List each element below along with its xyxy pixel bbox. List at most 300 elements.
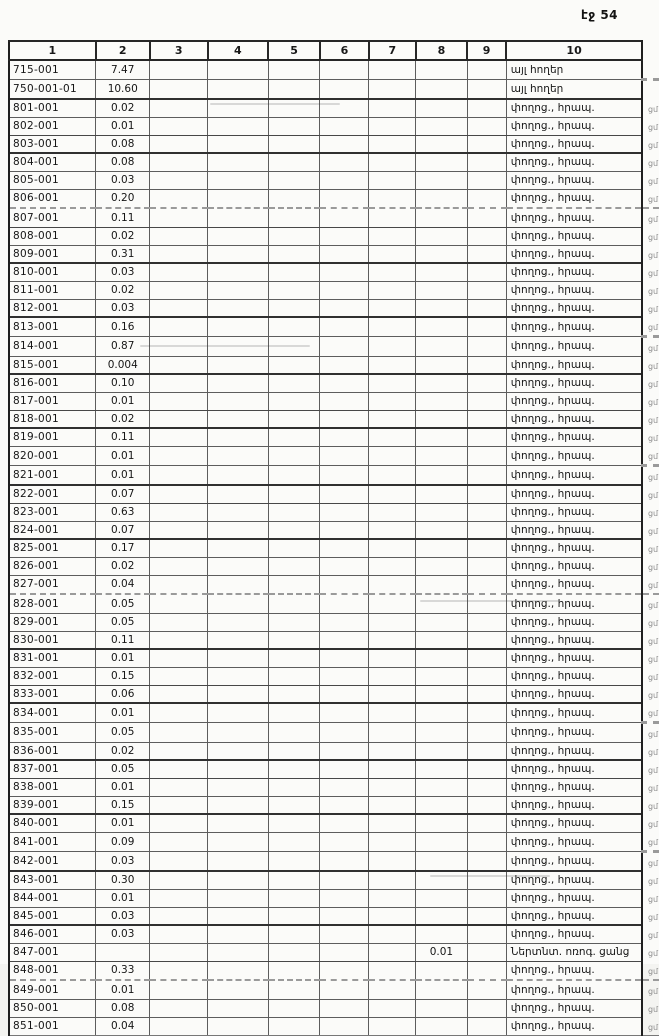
- table-cell-col7: [369, 189, 416, 208]
- table-cell-col6: [320, 685, 369, 703]
- table-cell-col10: փողոց., հրապ.: [506, 189, 642, 208]
- margin-mark: ցմ: [647, 158, 659, 168]
- table-cell-col6: [320, 171, 369, 189]
- table-cell-col8: [416, 557, 467, 575]
- table-cell-col6: [320, 356, 369, 374]
- table-cell-col5: [268, 189, 320, 208]
- table-cell-col3: [150, 667, 208, 685]
- table-cell-col3: [150, 485, 208, 503]
- table-cell-col10: փողոց., հրապ.: [506, 723, 642, 743]
- table-cell-col9: [467, 649, 506, 667]
- table-cell-col8: [416, 814, 467, 832]
- table-cell-col10: փողոց., հրապ.: [506, 485, 642, 503]
- table-cell-col3: [150, 80, 208, 100]
- table-cell-col2: 0.01: [96, 980, 150, 999]
- table-cell-col8: [416, 539, 467, 557]
- table-cell-col3: [150, 832, 208, 852]
- table-cell-col1: 801-001: [9, 99, 96, 117]
- table-cell-col3: [150, 153, 208, 171]
- table-cell-col8: [416, 796, 467, 814]
- margin-mark: ցմ: [642, 1017, 659, 1036]
- table-cell-col7: [369, 889, 416, 907]
- table-cell-col8: 0.01: [416, 943, 467, 961]
- table-cell-col10: փողոց., հրապ.: [506, 907, 642, 925]
- table-cell-col8: [416, 925, 467, 943]
- table-cell-col5: [268, 521, 320, 539]
- table-cell-col7: [369, 631, 416, 649]
- table-cell-col10: փողոց., հրապ.: [506, 557, 642, 575]
- table-cell-col8: [416, 356, 467, 374]
- table-cell-col5: [268, 153, 320, 171]
- table-cell-col2: 0.31: [96, 245, 150, 263]
- table-cell-col4: [208, 208, 269, 227]
- table-cell-col3: [150, 613, 208, 631]
- table-cell-col7: [369, 796, 416, 814]
- table-cell-col4: [208, 649, 269, 667]
- table-cell-col3: [150, 539, 208, 557]
- table-row: [9, 80, 659, 100]
- table-cell-col6: [320, 135, 369, 153]
- table-row: [9, 1017, 659, 1036]
- table-cell-col9: [467, 925, 506, 943]
- table-cell-col10: փողոց., հրապ.: [506, 299, 642, 317]
- table-cell-col3: [150, 685, 208, 703]
- table-cell-col10: փողոց., հրապ.: [506, 99, 642, 117]
- margin-mark: ցմ: [647, 819, 659, 829]
- table-cell-col6: [320, 594, 369, 613]
- table-cell-col1: 830-001: [9, 631, 96, 649]
- table-cell-col3: [150, 557, 208, 575]
- table-cell-col7: [369, 446, 416, 466]
- table-cell-col4: [208, 80, 269, 100]
- table-row: [9, 263, 659, 281]
- table-cell-col5: [268, 356, 320, 374]
- column-header-4: 4: [208, 41, 269, 60]
- margin-mark: ցմ: [647, 948, 659, 958]
- table-cell-col7: [369, 153, 416, 171]
- margin-mark: ցմ: [647, 104, 659, 114]
- table-cell-col10: փողոց., հրապ.: [506, 685, 642, 703]
- table-cell-col8: [416, 392, 467, 410]
- table-cell-col3: [150, 631, 208, 649]
- table-cell-col3: [150, 245, 208, 263]
- table-cell-col1: 807-001: [9, 208, 96, 227]
- table-cell-col3: [150, 299, 208, 317]
- table-cell-col6: [320, 299, 369, 317]
- column-header-6: 6: [320, 41, 369, 60]
- table-cell-col5: [268, 667, 320, 685]
- table-row: [9, 796, 659, 814]
- table-cell-col5: [268, 961, 320, 980]
- margin-mark: ցմ: [647, 580, 659, 590]
- table-cell-col2: 0.20: [96, 189, 150, 208]
- table-cell-col3: [150, 281, 208, 299]
- table-cell-col7: [369, 521, 416, 539]
- table-cell-col6: [320, 832, 369, 852]
- table-cell-col6: [320, 245, 369, 263]
- table-row: [9, 374, 659, 392]
- table-cell-col4: [208, 852, 269, 872]
- table-cell-col9: [467, 723, 506, 743]
- table-cell-col4: [208, 925, 269, 943]
- table-cell-col9: [467, 135, 506, 153]
- table-cell-col6: [320, 466, 369, 486]
- table-cell-col7: [369, 117, 416, 135]
- table-cell-col7: [369, 575, 416, 594]
- table-cell-col4: [208, 871, 269, 889]
- table-row: [9, 943, 659, 961]
- table-cell-col10: փողոց., հրապ.: [506, 1017, 642, 1036]
- table-cell-col1: 829-001: [9, 613, 96, 631]
- table-cell-col3: [150, 263, 208, 281]
- margin-mark: ցմ: [647, 966, 659, 976]
- table-cell-col1: 835-001: [9, 723, 96, 743]
- table-cell-col8: [416, 428, 467, 446]
- table-cell-col3: [150, 410, 208, 428]
- table-cell-col9: [467, 245, 506, 263]
- table-cell-col4: [208, 227, 269, 245]
- table-cell-col8: [416, 117, 467, 135]
- table-cell-col9: [467, 889, 506, 907]
- table-cell-col9: [467, 778, 506, 796]
- table-cell-col2: 0.11: [96, 631, 150, 649]
- table-cell-col1: 816-001: [9, 374, 96, 392]
- margin-mark: [642, 60, 659, 80]
- table-cell-col8: [416, 961, 467, 980]
- page-number-label: էջ 54: [581, 8, 619, 22]
- table-cell-col1: 715-001: [9, 60, 96, 80]
- table-cell-col9: [467, 814, 506, 832]
- table-cell-col6: [320, 99, 369, 117]
- table-cell-col1: 836-001: [9, 742, 96, 760]
- table-cell-col3: [150, 466, 208, 486]
- table-cell-col7: [369, 649, 416, 667]
- table-cell-col2: 0.87: [96, 337, 150, 357]
- table-cell-col1: 808-001: [9, 227, 96, 245]
- table-cell-col7: [369, 760, 416, 778]
- table-cell-col7: [369, 852, 416, 872]
- table-cell-col10: փողոց., հրապ.: [506, 631, 642, 649]
- table-cell-col10: փողոց., հրապ.: [506, 317, 642, 337]
- table-cell-col7: [369, 961, 416, 980]
- table-cell-col8: [416, 503, 467, 521]
- table-cell-col4: [208, 760, 269, 778]
- table-cell-col6: [320, 871, 369, 889]
- margin-mark: ցմ: [642, 852, 659, 872]
- table-cell-col5: [268, 1017, 320, 1036]
- margin-mark: ցմ: [647, 140, 659, 150]
- table-cell-col7: [369, 80, 416, 100]
- land-parcel-table: [8, 40, 659, 1036]
- table-cell-col5: [268, 227, 320, 245]
- table-cell-col5: [268, 852, 320, 872]
- margin-mark: ցմ: [647, 176, 659, 186]
- table-cell-col8: [416, 852, 467, 872]
- table-cell-col8: [416, 521, 467, 539]
- table-row: [9, 613, 659, 631]
- table-cell-col3: [150, 227, 208, 245]
- table-cell-col1: 826-001: [9, 557, 96, 575]
- column-header-1: 1: [9, 41, 96, 60]
- table-cell-col4: [208, 980, 269, 999]
- table-cell-col8: [416, 871, 467, 889]
- table-cell-col4: [208, 171, 269, 189]
- table-cell-col8: [416, 410, 467, 428]
- table-cell-col3: [150, 796, 208, 814]
- table-cell-col7: [369, 557, 416, 575]
- table-cell-col2: 0.10: [96, 374, 150, 392]
- table-cell-col10: փողոց., հրապ.: [506, 961, 642, 980]
- table-cell-col8: [416, 594, 467, 613]
- table-cell-col10: փողոց., հրապ.: [506, 925, 642, 943]
- table-cell-col3: [150, 999, 208, 1017]
- table-cell-col2: 0.03: [96, 263, 150, 281]
- table-cell-col2: 0.15: [96, 796, 150, 814]
- table-cell-col6: [320, 943, 369, 961]
- table-cell-col1: 838-001: [9, 778, 96, 796]
- table-row: [9, 428, 659, 446]
- table-row: [9, 999, 659, 1017]
- table-cell-col4: [208, 428, 269, 446]
- table-row: [9, 208, 659, 227]
- table-cell-col6: [320, 208, 369, 227]
- table-row: [9, 852, 659, 872]
- table-row: [9, 446, 659, 466]
- table-cell-col4: [208, 317, 269, 337]
- table-cell-col9: [467, 871, 506, 889]
- table-cell-col2: 0.15: [96, 667, 150, 685]
- table-cell-col10: փողոց., հրապ.: [506, 667, 642, 685]
- table-cell-col5: [268, 742, 320, 760]
- table-cell-col1: 841-001: [9, 832, 96, 852]
- margin-mark: [642, 80, 659, 100]
- table-cell-col10: փողոց., հրապ.: [506, 703, 642, 723]
- table-cell-col5: [268, 999, 320, 1017]
- table-cell-col4: [208, 299, 269, 317]
- table-cell-col4: [208, 466, 269, 486]
- table-cell-col3: [150, 649, 208, 667]
- table-cell-col5: [268, 613, 320, 631]
- table-cell-col1: 822-001: [9, 485, 96, 503]
- margin-mark: ցմ: [647, 122, 659, 132]
- table-cell-col4: [208, 539, 269, 557]
- table-cell-col6: [320, 392, 369, 410]
- table-cell-col10: փողոց., հրապ.: [506, 999, 642, 1017]
- table-cell-col2: 0.17: [96, 539, 150, 557]
- table-cell-col5: [268, 171, 320, 189]
- table-cell-col6: [320, 337, 369, 357]
- table-cell-col10: այլ հողեր: [506, 80, 642, 100]
- table-cell-col10: փողոց., հրապ.: [506, 263, 642, 281]
- table-cell-col8: [416, 907, 467, 925]
- column-header-10: 10: [506, 41, 642, 60]
- table-cell-col6: [320, 778, 369, 796]
- table-cell-col9: [467, 631, 506, 649]
- table-cell-col5: [268, 925, 320, 943]
- table-cell-col10: փողոց., հրապ.: [506, 356, 642, 374]
- table-cell-col9: [467, 667, 506, 685]
- table-row: [9, 649, 659, 667]
- table-cell-col7: [369, 410, 416, 428]
- table-cell-col9: [467, 703, 506, 723]
- scan-artifact: [420, 600, 560, 602]
- table-cell-col8: [416, 281, 467, 299]
- table-cell-col6: [320, 374, 369, 392]
- table-cell-col7: [369, 907, 416, 925]
- table-cell-col8: [416, 613, 467, 631]
- table-cell-col4: [208, 943, 269, 961]
- table-cell-col2: 0.01: [96, 778, 150, 796]
- table-cell-col8: [416, 742, 467, 760]
- table-cell-col10: փողոց., հրապ.: [506, 281, 642, 299]
- table-cell-col2: 0.08: [96, 153, 150, 171]
- table-cell-col10: փողոց., հրապ.: [506, 428, 642, 446]
- margin-mark: ցմ: [647, 194, 659, 204]
- column-header-5: 5: [268, 41, 320, 60]
- table-cell-col6: [320, 189, 369, 208]
- table-cell-col3: [150, 117, 208, 135]
- table-cell-col7: [369, 392, 416, 410]
- table-cell-col5: [268, 760, 320, 778]
- table-row: [9, 485, 659, 503]
- table-cell-col5: [268, 778, 320, 796]
- margin-mark: ցմ: [647, 876, 659, 886]
- table-row: [9, 667, 659, 685]
- table-cell-col7: [369, 703, 416, 723]
- table-cell-col8: [416, 99, 467, 117]
- table-cell-col7: [369, 778, 416, 796]
- table-cell-col10: փողոց., հրապ.: [506, 117, 642, 135]
- table-cell-col3: [150, 392, 208, 410]
- table-cell-col5: [268, 117, 320, 135]
- table-row: [9, 153, 659, 171]
- table-cell-col10: փողոց., հրապ.: [506, 337, 642, 357]
- table-cell-col9: [467, 263, 506, 281]
- column-header-2: 2: [96, 41, 150, 60]
- table-cell-col6: [320, 631, 369, 649]
- table-cell-col5: [268, 907, 320, 925]
- table-cell-col2: 0.03: [96, 925, 150, 943]
- table-row: [9, 410, 659, 428]
- table-row: [9, 227, 659, 245]
- table-cell-col4: [208, 814, 269, 832]
- margin-mark: ցմ: [647, 636, 659, 646]
- table-cell-col10: փողոց., հրապ.: [506, 796, 642, 814]
- table-cell-col9: [467, 594, 506, 613]
- table-cell-col9: [467, 392, 506, 410]
- table-cell-col5: [268, 703, 320, 723]
- table-cell-col10: փողոց., հրապ.: [506, 245, 642, 263]
- table-cell-col8: [416, 723, 467, 743]
- table-cell-col1: 819-001: [9, 428, 96, 446]
- table-cell-col2: 0.03: [96, 907, 150, 925]
- margin-mark: ցմ: [647, 930, 659, 940]
- table-cell-col9: [467, 503, 506, 521]
- table-cell-col5: [268, 980, 320, 999]
- margin-mark: ցմ: [647, 618, 659, 628]
- table-cell-col8: [416, 760, 467, 778]
- margin-mark: ցմ: [642, 466, 659, 486]
- table-cell-col6: [320, 980, 369, 999]
- table-cell-col7: [369, 227, 416, 245]
- table-cell-col5: [268, 263, 320, 281]
- table-cell-col10: Ներտնտ. ոռոգ. ցանց: [506, 943, 642, 961]
- table-row: [9, 521, 659, 539]
- table-cell-col3: [150, 171, 208, 189]
- table-cell-col2: 7.47: [96, 60, 150, 80]
- table-cell-col10: փողոց., հրապ.: [506, 521, 642, 539]
- table-cell-col8: [416, 80, 467, 100]
- table-cell-col4: [208, 410, 269, 428]
- table-cell-col7: [369, 374, 416, 392]
- table-cell-col8: [416, 299, 467, 317]
- table-row: [9, 189, 659, 208]
- table-row: [9, 99, 659, 117]
- table-cell-col1: 847-001: [9, 943, 96, 961]
- table-cell-col8: [416, 317, 467, 337]
- table-cell-col1: 818-001: [9, 410, 96, 428]
- table-cell-col9: [467, 171, 506, 189]
- table-cell-col7: [369, 503, 416, 521]
- table-cell-col4: [208, 907, 269, 925]
- table-cell-col2: 0.04: [96, 1017, 150, 1036]
- table-cell-col6: [320, 485, 369, 503]
- table-cell-col2: 0.01: [96, 649, 150, 667]
- table-cell-col5: [268, 814, 320, 832]
- table-cell-col6: [320, 521, 369, 539]
- table-cell-col2: 0.01: [96, 466, 150, 486]
- table-cell-col3: [150, 778, 208, 796]
- table-cell-col2: 0.01: [96, 446, 150, 466]
- table-cell-col6: [320, 961, 369, 980]
- table-cell-col3: [150, 60, 208, 80]
- table-cell-col9: [467, 943, 506, 961]
- table-cell-col2: 0.06: [96, 685, 150, 703]
- table-cell-col9: [467, 980, 506, 999]
- table-cell-col9: [467, 153, 506, 171]
- table-cell-col1: 846-001: [9, 925, 96, 943]
- table-cell-col5: [268, 631, 320, 649]
- table-cell-col2: 0.03: [96, 171, 150, 189]
- table-cell-col4: [208, 999, 269, 1017]
- table-cell-col5: [268, 485, 320, 503]
- table-cell-col1: 834-001: [9, 703, 96, 723]
- table-cell-col3: [150, 521, 208, 539]
- table-cell-col4: [208, 667, 269, 685]
- margin-mark: ցմ: [647, 837, 659, 847]
- table-cell-col2: 0.07: [96, 485, 150, 503]
- table-cell-col5: [268, 410, 320, 428]
- table-cell-col8: [416, 60, 467, 80]
- table-cell-col7: [369, 428, 416, 446]
- margin-mark: ցմ: [647, 912, 659, 922]
- table-cell-col7: [369, 943, 416, 961]
- table-cell-col4: [208, 392, 269, 410]
- table-row: [9, 871, 659, 889]
- table-cell-col4: [208, 742, 269, 760]
- table-row: [9, 814, 659, 832]
- table-cell-col1: 815-001: [9, 356, 96, 374]
- table-cell-col2: 0.07: [96, 521, 150, 539]
- scan-artifact: [140, 345, 310, 347]
- table-cell-col4: [208, 245, 269, 263]
- table-cell-col8: [416, 189, 467, 208]
- table-row: [9, 281, 659, 299]
- table-cell-col2: 0.05: [96, 723, 150, 743]
- table-cell-col9: [467, 539, 506, 557]
- table-cell-col4: [208, 117, 269, 135]
- table-cell-col9: [467, 317, 506, 337]
